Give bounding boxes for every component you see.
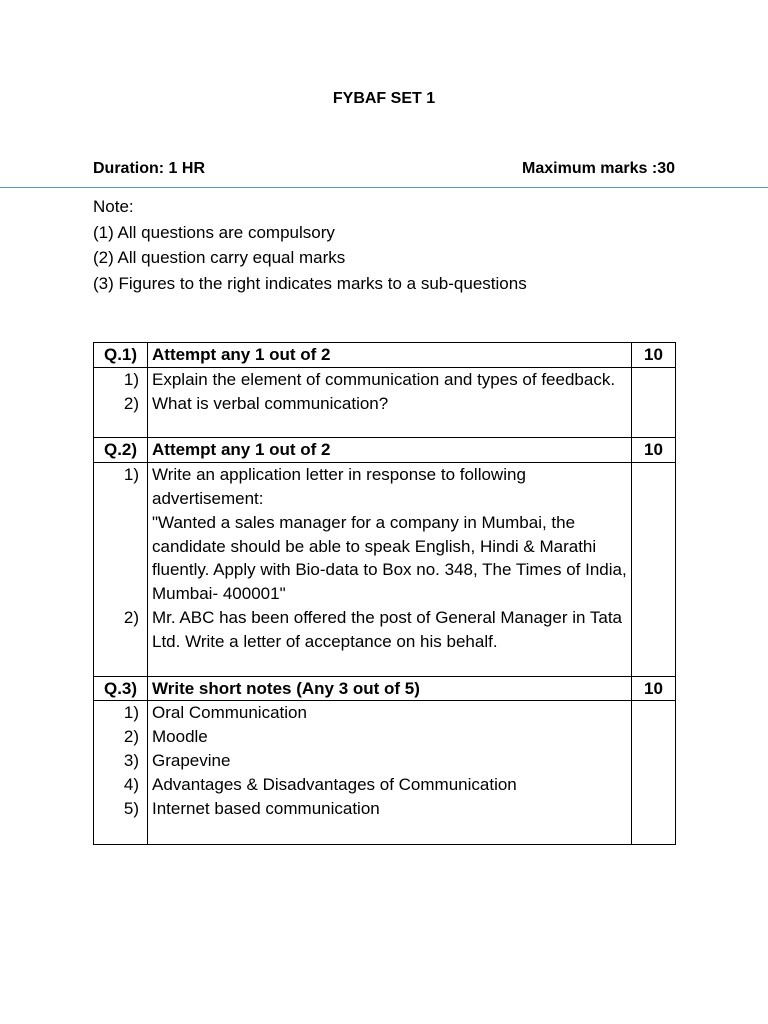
question-heading: Attempt any 1 out of 2 [148, 343, 632, 368]
notes-section [93, 194, 693, 296]
spacer-row [94, 820, 676, 845]
sub-question-number: 4) [94, 773, 148, 797]
note-item: (2) All question carry equal marks [93, 248, 346, 267]
sub-question-text: Advantages & Disadvantages of Communication [148, 773, 632, 797]
sub-question-number: 1) [94, 463, 148, 511]
sub-question-row [94, 367, 676, 391]
sub-question-number: 2) [94, 725, 148, 749]
paper-title: FYBAF SET 1 [332, 90, 436, 107]
sub-question-text: Oral Communication [148, 701, 632, 725]
sub-question-number [94, 511, 148, 606]
question-heading: Write short notes (Any 3 out of 5) [148, 676, 632, 701]
sub-question-text: What is verbal communication? [148, 392, 632, 416]
sub-question-text: Grapevine [148, 749, 632, 773]
question-marks: 10 [632, 343, 676, 368]
question-table [93, 342, 676, 845]
spacer-row [94, 654, 676, 677]
sub-question-row [94, 701, 676, 725]
sub-question-number: 1) [94, 367, 148, 391]
advertisement-quote: "Wanted a sales manager for a company in Mumbai, the candidate should be able to speak English, Hindi & Marathi fluently. Apply with Bio-data to Box no. 348, The Times of India, Mumbai- 400001" [148, 511, 632, 606]
sub-question-number: 5) [94, 797, 148, 821]
divider-line [0, 187, 768, 188]
question-header-row [94, 676, 676, 701]
sub-question-row [94, 797, 676, 821]
sub-question-text: Moodle [148, 725, 632, 749]
sub-question-text: Explain the element of communication and types of feedback. [148, 367, 632, 391]
question-number: Q.1) [94, 343, 148, 368]
spacer-row [94, 415, 676, 438]
duration-label: Duration: 1 HR [93, 160, 205, 177]
sub-question-number: 1) [94, 701, 148, 725]
sub-question-row [94, 606, 676, 654]
question-header-row [94, 343, 676, 368]
question-marks: 10 [632, 438, 676, 463]
note-item: (3) Figures to the right indicates marks to a sub-questions [93, 273, 527, 293]
question-number: Q.3) [94, 676, 148, 701]
paper-meta [93, 160, 675, 178]
note-item: (1) All questions are compulsory [93, 222, 335, 242]
max-marks-label: Maximum marks :30 [522, 160, 675, 177]
note-heading: Note: [93, 197, 134, 216]
sub-question-row [94, 392, 676, 416]
sub-question-text: Mr. ABC has been offered the post of General Manager in Tata Ltd. Write a letter of acceptance on his behalf. [148, 606, 632, 654]
sub-question-number: 2) [94, 606, 148, 654]
sub-question-row [94, 749, 676, 773]
question-heading: Attempt any 1 out of 2 [148, 438, 632, 463]
sub-question-number: 2) [94, 392, 148, 416]
question-header-row [94, 438, 676, 463]
sub-question-text: Write an application letter in response to following advertisement: [148, 463, 632, 511]
sub-question-row [94, 773, 676, 797]
sub-question-row [94, 725, 676, 749]
question-marks: 10 [632, 676, 676, 701]
sub-question-text: Internet based communication [148, 797, 632, 821]
sub-question-row [94, 463, 676, 511]
sub-question-row [94, 511, 676, 606]
sub-question-number: 3) [94, 749, 148, 773]
question-number: Q.2) [94, 438, 148, 463]
